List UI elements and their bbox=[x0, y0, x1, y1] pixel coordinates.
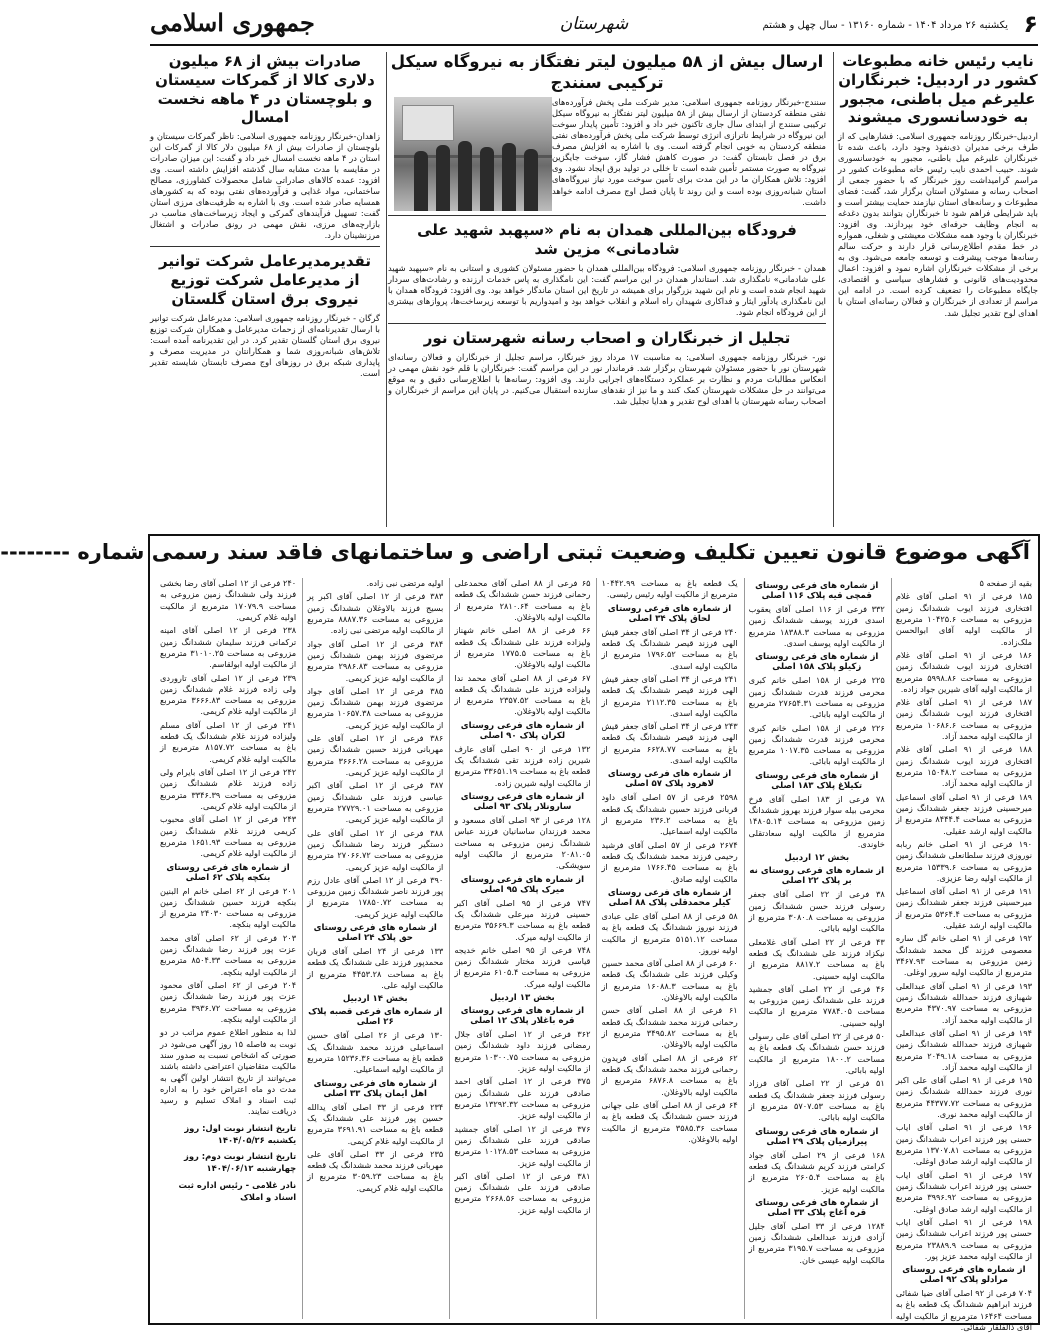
notice-entry: ۳۸۵ فرعی از ۱۲ اصلی آقای جواد مرتضوی فرزند بهمن ششدانگ زمین مزروعی به مساحت ۱۰۶۵۷.۳۸ مترمربع از مالکیت اولیه عزیز کریمی. bbox=[307, 685, 444, 730]
notice-entry: ۱۸۷ فرعی از ۹۱ اصلی آقای غلام افتخاری فرزند ایوب ششدانگ زمین مزروعی به مساحت ۱۰۶۸۶.۶ مترمربع از مالکیت اولیه محمد آزاد. bbox=[895, 697, 1032, 742]
person-figure bbox=[458, 141, 472, 211]
legal-notice bbox=[0, 534, 1040, 1333]
notice-section-heading: بخش ۱۴ اردبیل bbox=[342, 994, 408, 1005]
notice-entry: ۱۹۴ فرعی از ۹۱ اصلی آقای عبدالعلی شهبازی فرزند حمدالله ششدانگ زمین مزروعی به مساحت ۲۰۴۹.۱۸ مترمربع از مالکیت اولیه محمد آزاد. bbox=[895, 1027, 1032, 1072]
middle-column bbox=[388, 50, 826, 530]
notice-entry: ۱۳۰ فرعی از ۲۶ اصلی آقای حسین اسماعیلی فرزند محمد ششدانگ یک قطعه باغ به مساحت ۱۵۲۳۶.۳۶ مترمربع از مالکیت اولیه اسماعیلی. bbox=[307, 1030, 444, 1075]
article-body: سنندج-خبرنگار روزنامه جمهوری اسلامی: مدیر شرکت ملی پخش فرآورده‌های نفتی منطقه کردستان از ارسال بیش از ۵۸ میلیون لیتر نفتگاز به نیروگاه سیکل ترکیبی سنندج از ابتدای سال جاری تاکنون خبر داد و افزود: تأمین پایدار سوخت این نیروگاه در شرایط ناترازی انرژی توسط شرکت ملی پخش فرآورده‌های نفتی منطقه کردستان به خوبی انجام گرفته است. وی با اشاره به افزایش مصرف برق در فصل تابستان گفت: در صورت کاهش فشار گاز، سوخت جایگزین نیروگاه به صورت مستمر تأمین شده است تا خللی در تولید برق ایجاد نشود. وی افزود: تلاش همکاران ما در این مدت برای تأمین سوخت مورد نیاز نیروگاه‌های استان شبانه‌روزی بوده است و این روند تا پایان فصل اوج مصرف ادامه خواهد داشت. bbox=[552, 97, 826, 207]
newspaper-logo: جمهوری اسلامی bbox=[150, 8, 315, 37]
notice-column bbox=[891, 578, 1033, 1333]
notice-entry: ۲۳۸ فرعی از ۱۲ اصلی آقای امینه ترکمانی فرزند سلیمان ششدانگ زمین مزروعی به مساحت ۳۱۰۱۰.۲۵ مترمربع از مالکیت اولیه ابولقاسم. bbox=[159, 625, 297, 670]
notice-entry: ۲۴۳ فرعی از ۱۲ اصلی آقای محبوب کریمی فرزند غلام ششدانگ زمین مزروعی به مساحت ۱۶۵۱.۹۳ مترمربع از مالکیت اولیه غلام کریمی. bbox=[159, 814, 297, 859]
notice-entry: ۱۸۸ فرعی از ۹۱ اصلی آقای غلام افتخاری فرزند ایوب ششدانگ زمین مزروعی به مساحت ۱۵۰۴۸.۲ مترمربع از مالکیت اولیه محمد آزاد. bbox=[895, 744, 1032, 789]
person-figure bbox=[502, 143, 516, 211]
notice-entry: ۳۷۶ فرعی از ۱۲ اصلی آقای جمشید صادقی فرزند علی ششدانگ زمین مزروعی به مساحت ۱۰۱۲۸.۵۳ مترمربع از مالکیت اولیه عزیز. bbox=[454, 1123, 591, 1168]
notice-entry: ۲۴۰ فرعی از ۳۴ اصلی آقای جعفر قیش الهی فرزند قیصر ششدانگ یک قطعه باغ به مساحت ۱۷۹۶.۵۲ مترمربع از مالکیت اولیه اسدی. bbox=[601, 626, 738, 671]
notice-entry: لذا به منظور اطلاع عموم مراتب در دو نوبت به فاصله ۱۵ روز آگهی می‌شود در صورتی که اشخاص نسبت به صدور سند مالکیت متقاضیان اعتراضی داشته باشند می‌توانند از تاریخ انتشار اولین آگهی به مدت دو ماه اعتراض خود را به اداره ثبت اسناد و املاک تسلیم و رسید دریافت نمایند. bbox=[159, 1027, 297, 1117]
notice-entry: ۲۰۴ فرعی از ۶۲ اصلی آقای محمود عزت پور فرزند رضا ششدانگ زمین مزروعی به مساحت ۳۹۳۶.۷۲ مترمربع از مالکیت اولیه بنکچه. bbox=[159, 980, 297, 1024]
notice-section-heading: از شماره های فرعی روستای لکران پلاک ۹۰ اصلی bbox=[460, 720, 585, 741]
notice-entry: اولیه مرتضی نبی زاده. bbox=[366, 578, 444, 588]
left-column bbox=[150, 50, 380, 530]
article-body: اردبیل-خبرنگار روزنامه جمهوری اسلامی: فشارهایی که از طرف برخی مدیران ذی‌نفوذ وجود دارد، باعث شده تا خبرنگاران علیرغم میل باطنی، مجبور به خودسانسوری شوند. حبیب احمدی نایب رئیس خانه مطبوعات کشور در مراسم گرامیداشت روز خبرنگار که با حضور جمعی از اصحاب رسانه و مسئولان استان برگزار شد، گفت: فضای مطبوعات و رسانه‌های استان نیازمند حمایت بیشتر است و باید شرایطی فراهم شود تا خبرنگاران بتوانند بدون دغدغه به انجام وظایف حرفه‌ای خود بپردازند. وی افزود: خبرنگاران با وجود همه مشکلات معیشتی و شغلی، همواره در خط مقدم اطلاع‌رسانی قرار دارند و حرکت سالم رسانه‌ها موجب پیشرفت و توسعه جامعه می‌شود. وی به برخی از مشکلات خبرنگاران اشاره نمود و افزود: اعمال محدودیت‌های قانونی و فشارهای سیاسی و اقتصادی، جایگاه مطبوعات را تضعیف کرده است. در ادامه این مراسم از تعدادی از خبرنگاران و فعالان رسانه‌ای استان با اهدای لوح تقدیر تجلیل شد. bbox=[838, 131, 1038, 318]
news-photo bbox=[394, 97, 552, 211]
notice-section-heading: از شماره های فرعی روستای قمچی قیه پلاک ۱۱۶ اصلی bbox=[755, 581, 879, 601]
notice-entry: ۲۰۱ فرعی از ۶۲ اصلی خانم ام البنین بنکچه فرزند حسین ششدانگ زمین مزروعی به مساحت ۲۴۰۳۰ مترمربع از مالکیت اولیه بنکچه. bbox=[159, 885, 297, 930]
notice-entry: ۱۹۶ فرعی از ۹۱ اصلی آقای ایاب حسنی پور فرزند اعراب ششدانگ زمین مزروعی به مساحت ۱۳۷۰۷.۸۱ مترمربع از مالکیت اولیه ارشد صادق اوغلی. bbox=[895, 1122, 1032, 1167]
notice-title: آگهی موضوع قانون تعیین تکلیف وضعیت ثبتی اراضی و ساختمانهای فاقد سند رسمی شماره -------- bbox=[0, 540, 1030, 564]
notice-entry: ۲۲۵ فرعی از ۱۵۸ اصلی خانم کبری محرمی فرزند قدرت ششدانگ زمین مزروعی به مساحت ۲۷۶۵۴.۳۱ مترمربع از مالکیت اولیه بابائی. bbox=[748, 675, 885, 720]
notice-entry: ۲۴۳ فرعی از ۳۴ اصلی آقای جعفر قیش الهی فرزند قیصر ششدانگ یک قطعه باغ به مساحت ۶۶۲۸.۷۷ مترمربع از مالکیت اولیه اسدی. bbox=[601, 721, 738, 766]
notice-column bbox=[744, 578, 885, 1319]
notice-entry: ۱۹۱ فرعی از ۹۱ اصلی آقای اسماعیل میرحسینی فرزند جعفر ششدانگ زمین مزروعی به مساحت ۵۳۶۴.۴ مترمربع از مالکیت اولیه ارشد عقیلی. bbox=[895, 886, 1032, 931]
notice-section-heading: از شماره های فرعی قصبه پلاک ۲۶ اصلی bbox=[308, 1007, 443, 1028]
notice-entry: ۲۴۱ فرعی از ۳۴ اصلی آقای جعفر قیش الهی فرزند قیصر ششدانگ یک قطعه باغ به مساحت ۲۱۱۲.۳۵ مترمربع از مالکیت اولیه اسدی. bbox=[601, 673, 738, 718]
notice-entry: ۱۹۲ فرعی از ۹۱ اصلی خانم گل ساره معصومی فرزند گل محمد ششدانگ زمین مزروعی به مساحت ۳۴۶۷.۹۳ مترمربع از مالکیت اولیه سرور اوغلی. bbox=[895, 933, 1033, 978]
notice-column bbox=[596, 578, 737, 1319]
notice-entry: ۱۸۵ فرعی از ۹۱ اصلی آقای غلام افتخاری فرزند ایوب ششدانگ زمین مزروعی به مساحت ۱۰۴۲۵.۶ مترمربع از مالکیت اولیه آقای ابوالحسن ملک‌زاده. bbox=[895, 591, 1032, 647]
person-figure bbox=[436, 145, 450, 211]
column-divider bbox=[386, 52, 387, 527]
notice-entry: ۲۵۹۸ فرعی از ۵۷ اصلی آقای داود قربانی فرزند حسین ششدانگ یک قطعه باغ به مساحت ۲۳۶.۲ مترمربع از مالکیت اولیه اسماعیل. bbox=[601, 792, 738, 837]
notice-entry: ۱۳۲ فرعی از ۹۰ اصلی آقای عارف شیرین زاده فرزند تقی ششدانگ یک قطعه باغ به مساحت ۳۳۶۵۱.۱۹ مترمربع از مالکیت اولیه شیرین زاده. bbox=[454, 743, 591, 788]
divider bbox=[388, 323, 826, 324]
notice-section-heading: از شماره های فرعی روستای نه بر پلاک ۲۲ اصلی bbox=[749, 866, 885, 887]
notice-entry: ۵۸ فرعی از ۸۸ اصلی آقای علی عبادی فرزند نوروز ششدانگ یک قطعه باغ به مساحت ۵۱۵۱.۱۲ مترمربع از مالکیت اولیه نوروز. bbox=[601, 910, 738, 955]
notice-entry: ۱۹۸ فرعی از ۹۱ اصلی آقای ایاب حسنی پور فرزند اعراب ششدانگ زمین مزروعی به مساحت ۲۳۸۸۹.۹ مترمربع از مالکیت اولیه محمد عزیز پور. bbox=[895, 1216, 1032, 1261]
notice-section-heading: از شماره های فرعی روستای پیرازمیان پلاک ۲۹ اصلی bbox=[755, 1126, 879, 1147]
notice-section-heading: از شماره های فرعی روستای قره آغاج پلاک ۳۳ اصلی bbox=[755, 1197, 879, 1218]
notice-entry: ۴۳ فرعی از ۲۲ اصلی آقای غلامعلی نیکزاد فرزند علی ششدانگ یک قطعه باغ به مساحت ۸۸۱۷.۲ مترمربع از مالکیت اولیه حسینی. bbox=[748, 936, 885, 981]
article-body: گرگان - خبرنگار روزنامه جمهوری اسلامی: مدیرعامل شرکت توانیر با ارسال تقدیرنامه‌ای از زحمات مدیرعامل و همکاران شرکت توزیع نیروی برق استان گلستان تقدیر کرد. در این تقدیرنامه آمده است: تلاش‌های شبانه‌روزی شما و همکارانتان در مدیریت مصرف و پایداری شبکه برق در روزهای اوج مصرف تابستان شایسته تقدیر است. bbox=[150, 312, 380, 378]
notice-section-heading: از شماره های فرعی روستای میرک پلاک ۹۵ اصلی bbox=[460, 874, 585, 895]
notice-footer-line: تاریخ انتشار نوبت دوم: روز چهارشنبه ۱۴۰۴/۰۶/۱۲ bbox=[184, 1151, 297, 1174]
article-body: زاهدان-خبرنگار روزنامه جمهوری اسلامی: ناظر گمرکات سیستان و بلوچستان از صادرات بیش از ۶۸ میلیون دلار کالا از گمرکات این استان در ۴ ماهه نخست امسال خبر داد و گفت: این میزان صادرات در مقایسه با مدت مشابه سال گذشته افزایش داشته است. وی افزود: عمده کالاهای صادراتی شامل محصولات کشاورزی، مصالح ساختمانی، مواد غذایی و فرآورده‌های نفتی بوده که به کشورهای همسایه صادر شده است. وی با اشاره به ظرفیت‌های مرزی استان گفت: تسهیل فرآیندهای گمرکی و ایجاد زیرساخت‌های مناسب در بازارچه‌های مرزی، نقش مهمی در رونق صادرات و اشتغال مرزنشینان دارد. bbox=[150, 131, 380, 241]
notice-entry: ۲۳۴ فرعی از ۳۳ اصلی آقای یدالله حسین پور فرزند علی ششدانگ یک قطعه باغ به مساحت ۳۶۹۱.۹۱ مترمربع از مالکیت اولیه غلام کریمی. bbox=[307, 1101, 444, 1146]
notice-entry: ۶۲ فرعی از ۸۸ اصلی آقای فریدون رحمانی فرزند محمد ششدانگ یک قطعه باغ به مساحت ۶۸۷۶.۸ مترمربع از مالکیت اولیه بالاوغلان. bbox=[601, 1052, 738, 1097]
article-body: نور- خبرنگار روزنامه جمهوری اسلامی: به مناسبت ۱۷ مرداد روز خبرنگار، مراسم تجلیل از خبرنگاران و فعالان رسانه‌ای شهرستان نور با حضور مسئولان شهرستان برگزار شد. فرماندار نور در این مراسم گفت: خبرنگاران با قلم خود نقش مهمی در انعکاس مطالبات مردم و نظارت بر عملکرد دستگاه‌های اجرایی دارند. وی افزود: رسانه‌ها با اطلاع‌رسانی دقیق و به موقع می‌توانند در حل مشکلات شهرستان کمک کنند و ما نیز از نقدهای سازنده استقبال می‌کنیم. در پایان این مراسم از خبرنگاران و اصحاب رسانه شهرستان با اهدای لوح تقدیر و هدایا تجلیل شد. bbox=[388, 351, 826, 406]
notice-entry: ۶۶ فرعی از ۸۸ اصلی خانم شهناز ولیزاده فرزند علی ششدانگ یک قطعه باغ به مساحت ۱۷۷۵.۵ مترمربع از مالکیت اولیه بالاوغلان. bbox=[454, 625, 591, 670]
column-divider bbox=[833, 52, 834, 527]
notice-footer-line: نادر غلامی - رئیس اداره ثبت اسناد و املاک bbox=[178, 1179, 297, 1202]
notice-section-heading: از شماره های فرعی روستای سارونلار پلاک ۹۳ اصلی bbox=[460, 792, 585, 812]
notice-entry: ۳۸۶ فرعی از ۱۲ اصلی آقای علی مهربانی فرزند حسین ششدانگ زمین مزروعی به مساحت ۳۶۶۶.۲۸ مترمربع از مالکیت اولیه عزیز کریمی. bbox=[307, 733, 444, 777]
notice-column bbox=[302, 578, 443, 1319]
notice-entry: ۲۴۱ فرعی از ۱۲ اصلی آقای مسلم ولیزاده فرزند غلام ششدانگ یک قطعه باغ به مساحت ۸۱۵۷.۷۲ مترمربع از مالکیت اولیه غلام کریمی. bbox=[159, 719, 297, 764]
notice-section-heading: از شماره های فرعی روستای لحاق پلاک ۳۴ اصلی bbox=[607, 603, 732, 624]
notice-entry: ۳۸ فرعی از ۲۲ اصلی آقای جعفر رسولی فرزند حسن ششدانگ زمین مزروعی به مساحت ۳۰۸۰.۸ مترمربع از مالکیت اولیه بابائی. bbox=[748, 889, 885, 934]
notice-entry: ۷۸ فرعی از ۱۸۳ اصلی آقای فرخ محرمی بیله سوار فرزند بهروز ششدانگ زمین مزروعی به مساحت ۱۴۸۰۵.۱۴ مترمربع از مالکیت اولیه سعادتقلی خاوندی. bbox=[748, 793, 885, 849]
notice-entry: ۷۰۴ فرعی از ۹۲ اصلی آقای ضیا شفائی فرزند ابراهیم ششدانگ یک قطعه باغ به مساحت ۱۶۴۶۴ مترمربع از مالکیت اولیه آقای ذالفلقار شفائی. bbox=[895, 1288, 1033, 1333]
notice-entry: ۱۳۳ فرعی از ۲۴ اصلی آقای قربان محمدپور فرزند علی ششدانگ یک قطعه باغ به مساحت ۴۴۵۳.۲۸ مترمربع از مالکیت اولیه علی. bbox=[307, 946, 444, 990]
notice-entry: ۶۱ فرعی از ۸۸ اصلی آقای حسن رحمانی فرزند محمد ششدانگ یک قطعه باغ به مساحت ۳۴۹۵.۸۲ مترمربع از مالکیت اولیه بالاوغلان. bbox=[601, 1005, 738, 1050]
notice-section-heading: بخش ۱۳ اردبیل bbox=[490, 993, 555, 1004]
notice-entry: ۲۳۹ فرعی از ۱۲ اصلی آقای تاروردی ولی زاده فرزند غلام ششدانگ زمین مزروعی به مساحت ۳۶۶۶.۸۳ مترمربع از مالکیت اولیه غلام کریمی. bbox=[159, 672, 297, 717]
notice-entry: ۴۶ فرعی از ۲۲ اصلی آقای جمشید فرزند علی ششدانگ زمین مزروعی به مساحت ۷۷۸۴.۰۵ مترمربع از مالکیت اولیه حسینی. bbox=[748, 983, 885, 1028]
notice-entry: ۱۹۰ فرعی از ۹۱ اصلی خانم ربابه نوروزی فرزند سلطانعلی ششدانگ زمین مزروعی به مساحت ۱۵۳۳۹.۶ مترمربع از مالکیت اولیه رضا عزیزی. bbox=[895, 838, 1032, 883]
notice-entry: ۳۸۴ فرعی از ۱۲ اصلی آقای جواد مرتضوی فرزند بهمن ششدانگ زمین مزروعی به مساحت ۲۹۸۶.۸۳ مترمربع از مالکیت اولیه عزیز کریمی. bbox=[307, 638, 444, 683]
person-figure bbox=[414, 151, 428, 211]
notice-column bbox=[156, 578, 296, 1319]
notice-entry: ۵۰ فرعی از ۲۲ اصلی آقای علی رسولی فرزند حسن ششدانگ یک قطعه باغ به مساحت ۱۸۰۰.۲ مترمربع از مالکیت اولیه بابائی. bbox=[748, 1031, 885, 1075]
notice-section-heading: از شماره های فرعی روستای مرادلو پلاک ۹۲ اصلی bbox=[902, 1265, 1026, 1286]
notice-entry: ۱۲۸ فرعی از ۹۳ اصلی آقای مسعود و محمد فرزندان ساسانیان فرزند عباس ششدانگ زمین مزروعی به مساحت ۲۰۸۱.۰۵ مترمربع از مالکیت اولیه سویشکی. bbox=[454, 815, 591, 871]
section-title: شهرستان bbox=[559, 14, 629, 34]
notice-footer-line: تاریخ انتشار نوبت اول: روز یکشنبه ۱۴۰۴/۰۵/۲۶ bbox=[184, 1122, 297, 1145]
notice-entry: ۵۱ فرعی از ۲۲ اصلی آقای فرزاد رسولی فرزند جعفر ششدانگ یک قطعه باغ به مساحت ۵۷۰۷.۵۳ مترمربع از مالکیت اولیه بابائی. bbox=[748, 1078, 885, 1123]
article-body: همدان - خبرنگار روزنامه جمهوری اسلامی: فرودگاه بین‌المللی همدان با حضور مسئولان کشوری و استانی به نام «سپهبد شهید علی شادمانی» نامگذاری شد. استاندار همدان در این مراسم گفت: این نامگذاری به پاس خدمات ارزنده و رشادت‌های سردار شهید انجام شده است و نام این شهید بزرگوار برای همیشه در تاریخ این استان ماندگار خواهد بود. وی افزود: فرودگاه همدان با این نامگذاری یادآور ایثار و فداکاری شهیدان راه اسلام و انقلاب خواهد بود و امیدواریم با توسعه زیرساخت‌ها، پروازهای بیشتری از این فرودگاه انجام شود. bbox=[388, 262, 826, 317]
notice-entry: بقیه از صفحه ۵ bbox=[979, 578, 1032, 588]
divider bbox=[150, 246, 380, 247]
notice-section-heading: از شماره های فرعی روستای کیلر محمدقلی پلاک ۸۸ اصلی bbox=[607, 887, 732, 908]
notice-entry: ۲۰۳ فرعی از ۶۲ اصلی آقای محمد عزت پور فرزند رضا ششدانگ زمین مزروعی به مساحت ۸۵۰۴.۳۳ مترمربع از مالکیت اولیه بنکچه. bbox=[159, 932, 297, 977]
page-number: ۶ bbox=[1023, 10, 1038, 38]
article-title: نایب رئیس خانه مطبوعات کشور در اردبیل: خبرنگاران علیرغم میل باطنی، مجبور به خودسانسوری میشوند bbox=[838, 52, 1038, 127]
notice-section-heading: از شماره های فرعی روستای لاهرود پلاک ۵۷ اصلی bbox=[607, 769, 732, 790]
notice-entry: ۲۴۰ فرعی از ۱۲ اصلی آقای رضا بخشی فرزند ولی ششدانگ زمین مزروعی به مساحت ۱۷۰۷۹.۹ مترمربع از مالکیت اولیه غلام کریمی. bbox=[159, 578, 297, 622]
notice-entry: ۲۶۷۴ فرعی از ۵۷ اصلی آقای فرشید رحیمی فرزند محمد ششدانگ یک قطعه باغ به مساحت ۱۷۶۶.۴۵ مترمربع از مالکیت اولیه صادق. bbox=[601, 839, 738, 884]
notice-entry: ۱۲۸۴ فرعی از ۳۳ اصلی آقای جلیل آزادی فرزند عبدالعلی ششدانگ زمین مزروعی به مساحت ۳۱۹۵.۷ مترمربع از مالکیت اولیه عیسی خان. bbox=[748, 1220, 885, 1265]
article-title: تقدیرمدیرعامل شرکت توانیر از مدیرعامل شرکت توزیع نیروی برق استان گلستان bbox=[159, 252, 371, 308]
notice-columns bbox=[156, 578, 1033, 1333]
article-title: صادرات بیش از ۶۸ میلیون دلاری کالا از گمرکات سیستان و بلوچستان در ۴ ماهه نخست امسال bbox=[155, 52, 375, 127]
right-column bbox=[838, 50, 1038, 530]
notice-section-heading: از شماره های فرعی روستای بنکچه پلاک ۶۲ اصلی bbox=[166, 862, 290, 883]
notice-entry: ۶۵ فرعی از ۸۸ اصلی آقای محمدعلی رحمانی فرزند حسن ششدانگ یک قطعه باغ به مساحت ۲۸۱۰.۶۴ مترمربع از مالکیت اولیه بالاوغلان. bbox=[454, 578, 591, 622]
notice-entry: ۳۸۷ فرعی از ۱۲ اصلی آقای اکبر عباسی فرزند علی ششدانگ زمین مزروعی به مساحت ۲۷۷۲۹.۰۱ مترمربع از مالکیت اولیه عزیز کریمی. bbox=[307, 780, 444, 825]
notice-entry: ۳۸۸ فرعی از ۱۲ اصلی آقای علی دستگیر فرزند رضا ششدانگ زمین مزروعی به مساحت ۲۷۰۶۶.۷۲ مترمربع از مالکیت اولیه عزیز کریمی. bbox=[307, 827, 444, 872]
person-figure bbox=[480, 147, 494, 211]
notice-entry: ۲۴۲ فرعی از ۱۲ اصلی آقای بایرام ولی زاده فرزند غلام ششدانگ زمین مزروعی به مساحت ۳۳۴۶.۳۹ مترمربع از مالکیت اولیه غلام کریمی. bbox=[159, 767, 297, 811]
divider bbox=[388, 215, 826, 216]
notice-entry: ۶۷ فرعی از ۸۸ اصلی آقای محمد ندا ولیزاده فرزند علی ششدانگ یک قطعه باغ به مساحت ۲۳۵۷.۵۲ مترمربع از مالکیت اولیه بالاوغلان. bbox=[454, 672, 591, 717]
notice-entry: ۱۹۵ فرعی از ۹۱ اصلی آقای علی اکبر نوری فرزند حمدالله ششدانگ زمین مزروعی به مساحت ۴۴۳۷۷.۷۲ مترمربع از مالکیت اولیه محمد نوری. bbox=[895, 1075, 1032, 1120]
masthead bbox=[150, 6, 1038, 46]
notice-entry: ۳۸۱ فرعی از ۱۲ اصلی آقای اکبر صادقی فرزند علی ششدانگ زمین مزروعی به مساحت ۲۶۶۸.۵۶ مترمربع از مالکیت اولیه عزیز. bbox=[454, 1170, 591, 1215]
article-title: تجلیل از خبرنگاران و اصحاب رسانه شهرستان نور bbox=[423, 328, 791, 347]
notice-entry: ۳۹۰ فرعی از ۱۲ اصلی آقای عادل رزم پور فرزند ناصر ششدانگ زمین مزروعی به مساحت ۱۷۸۵۰.۷۲ مترمربع از مالکیت اولیه عزیز کریمی. bbox=[307, 874, 444, 919]
building-image bbox=[402, 105, 454, 141]
notice-entry: ۱۸۶ فرعی از ۹۱ اصلی آقای غلام افتخاری فرزند ایوب ششدانگ زمین مزروعی به مساحت ۵۹۹۸.۸۶ مترمربع از مالکیت اولیه آقای شیرین جواد زاده. bbox=[895, 649, 1032, 694]
notice-entry: ۱۹۳ فرعی از ۹۱ اصلی آقای عبدالعلی شهبازی فرزند حمدالله ششدانگ زمین مزروعی به مساحت ۴۳۷۰.۹۷ مترمربع از مالکیت اولیه محمد آزاد. bbox=[895, 980, 1032, 1025]
notice-entry: ۳۷۵ فرعی از ۱۲ اصلی آقای احمد صادقی فرزند علی ششدانگ زمین مزروعی به مساحت ۱۳۲۹۲.۳۲ مترمربع از مالکیت اولیه عزیز. bbox=[454, 1076, 591, 1121]
notice-entry: ۶۴ فرعی از ۸۸ اصلی آقای علی جهانی فرزند حسن ششدانگ یک قطعه باغ به مساحت ۳۵۸۵.۳۶ مترمربع از مالکیت اولیه بالاوغلان. bbox=[601, 1099, 738, 1144]
date-line: یکشنبه ۲۶ مرداد ۱۴۰۴ - شماره ۱۳۱۶۰ - سال چهل و هشتم bbox=[762, 20, 1008, 31]
notice-entry: ۱۸۹ فرعی از ۹۱ اصلی آقای اسماعیل میرحسینی فرزند جعفر ششدانگ زمین مزروعی به مساحت ۸۴۴۴.۴ مترمربع از مالکیت اولیه ارشد عقیلی. bbox=[895, 791, 1032, 836]
article-title: ارسال بیش از ۵۸ میلیون لیتر نفتگاز به نیروگاه سیکل ترکیبی سنندج bbox=[390, 52, 824, 92]
notice-entry: ۷۴۸ فرعی از ۹۵ اصلی خانم خدیجه قیاسی فرزند مختار ششدانگ زمین مزروعی به مساحت ۶۱۰۵.۴ مترمربع از مالکیت اولیه میرک. bbox=[454, 944, 591, 989]
notice-entry: یک قطعه باغ به مساحت ۱۰۴۴۲.۹۹ مترمربع از مالکیت اولیه رئیس رئیسی. bbox=[601, 578, 738, 600]
notice-entry: ۱۹۷ فرعی از ۹۱ اصلی آقای ایاب حسنی پور فرزند اعراب ششدانگ زمین مزروعی به مساحت ۳۹۹۶.۹۲ مترمربع از مالکیت اولیه ارشد صادق اوغلی. bbox=[895, 1169, 1032, 1214]
person-figure bbox=[524, 149, 538, 211]
article-title: فرودگاه بین‌المللی همدان به نام «سپهبد شهید علی شادمانی» مزین شد bbox=[417, 221, 797, 258]
notice-section-heading: بخش ۱۲ اردبیل bbox=[784, 853, 850, 864]
notice-section-heading: از شماره های فرعی روستای قره باغلار پلاک ۱۲ اصلی bbox=[460, 1006, 585, 1027]
notice-entry: ۳۸۳ فرعی از ۱۲ اصلی آقای اکبر پر بسیج فرزند بالاوغلان ششدانگ زمین مزروعی به مساحت ۸۸۸۷.۳۶ مترمربع از مالکیت اولیه مرتضی نبی زاده. bbox=[307, 591, 444, 636]
notice-section-heading: از شماره های فرعی روستای حق پلاک ۲۴ اصلی bbox=[313, 923, 437, 944]
notice-column bbox=[449, 578, 590, 1319]
notice-entry: ۷۴۷ فرعی از ۹۵ اصلی آقای اکبر حسینی فرزند میرعلی ششدانگ یک قطعه باغ به مساحت ۳۵۶۶۹.۳ مترمربع از مالکیت اولیه میرک. bbox=[454, 897, 591, 942]
notice-entry: ۱۶۸ فرعی از ۲۹ اصلی آقای جواد کرامتی فرزند کریم ششدانگ یک قطعه باغ به مساحت ۲۶۰۵.۴ مترمربع از مالکیت اولیه عزیز. bbox=[748, 1149, 885, 1194]
notice-section-heading: از شماره های فرعی روستای تکیلاغ پلاک ۱۸۳ اصلی bbox=[755, 770, 879, 791]
notice-entry: ۳۶۲ فرعی از ۱۲ اصلی آقای جلال رمضانی فرزند داود ششدانگ زمین مزروعی به مساحت ۱۰۳۰۰.۷۵ مترمربع از مالکیت اولیه عزیز. bbox=[454, 1029, 591, 1073]
notice-entry: ۶۰ فرعی از ۸۸ اصلی آقای محمد حسین وکیلی فرزند علی ششدانگ یک قطعه باغ به مساحت ۱۶۰۸۸.۳ مترمربع از مالکیت اولیه بالاوغلان. bbox=[601, 958, 738, 1003]
notice-entry: ۲۲۶ فرعی از ۱۵۸ اصلی خانم کبری محرمی فرزند قدرت ششدانگ زمین مزروعی به مساحت ۱۰۱۷.۳۵ مترمربع از مالکیت اولیه بابائی. bbox=[748, 722, 885, 767]
notice-section-heading: از شماره های فرعی روستای زکیلو پلاک ۱۵۸ اصلی bbox=[755, 652, 879, 673]
notice-entry: ۲۳۵ فرعی از ۳۳ اصلی آقای علی مهربانی فرزند محمد ششدانگ یک قطعه باغ به مساحت ۳۰۵۹.۲۳ مترمربع از مالکیت اولیه غلام کریمی. bbox=[307, 1148, 444, 1193]
notice-section-heading: از شماره های فرعی روستای اهل ایمان پلاک ۳۳ اصلی bbox=[313, 1078, 437, 1099]
notice-entry: ۳۳۲ فرعی از ۱۱۶ اصلی آقای یعقوب اسدی فرزند یوسف ششدانگ زمین مزروعی به مساحت ۱۸۳۸۸.۳ مترمربع از مالکیت اولیه یوسف اسدی. bbox=[748, 604, 885, 648]
